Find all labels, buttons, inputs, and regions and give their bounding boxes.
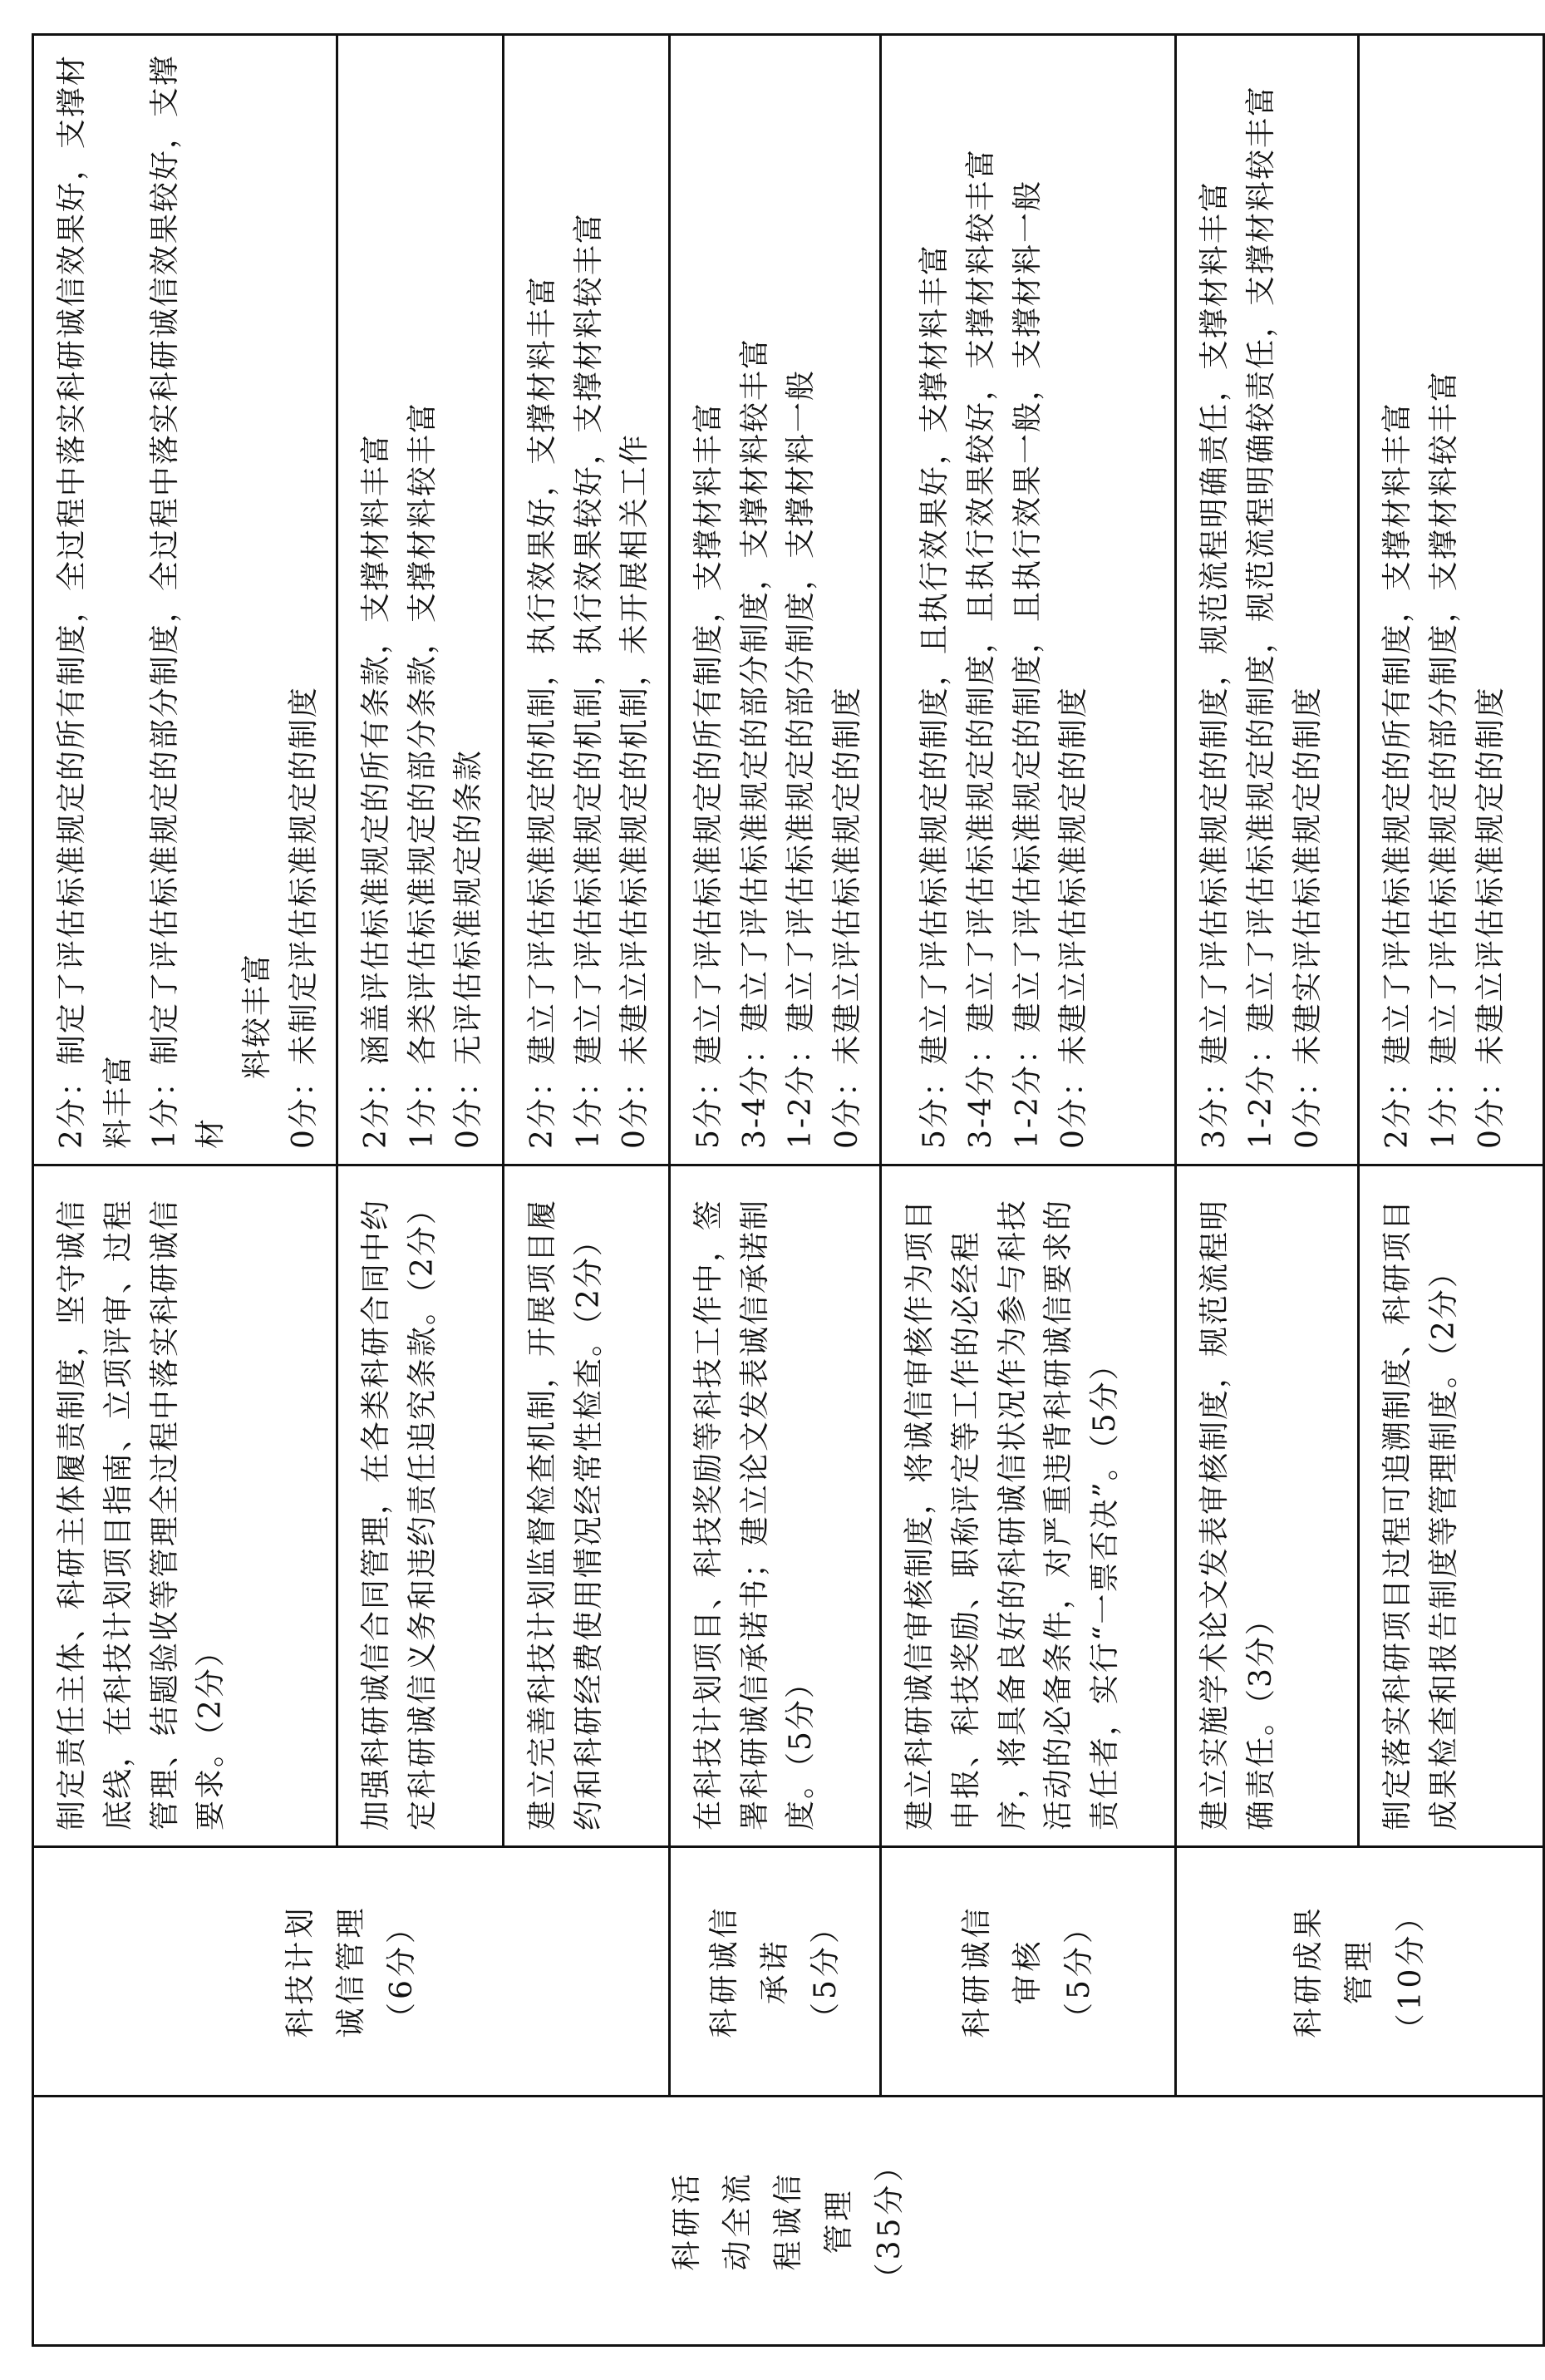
criteria-line: 1分：制定了评估标准规定的部分制度，全过程中落实科研诚信效果较好，支撑材 bbox=[147, 54, 229, 1149]
requirement-text: 加强科研诚信合同管理，在各类科研合同中约定科研诚信义务和违约责任追究条款。（2分） bbox=[358, 1193, 440, 1831]
requirement-cell bbox=[669, 1165, 880, 1847]
criteria-line: 2分：建立了评估标准规定的所有制度，支撑材料丰富 bbox=[1380, 402, 1415, 1149]
criteria-line: 1-2分：建立了评估标准规定的部分制度，支撑材料一般 bbox=[784, 369, 819, 1149]
criteria-line: 0分：未建立评估标准规定的制度 bbox=[1056, 686, 1091, 1149]
subcategory-cell bbox=[1175, 1847, 1543, 2097]
criteria-line: 1分：各类评估标准规定的部分条款，支撑材料较丰富 bbox=[405, 402, 440, 1149]
criteria-cell bbox=[669, 35, 880, 1165]
requirement-text: 在科技计划项目、科技奖励等科技工作中，签署科研诚信承诺书；建立论文发表诚信承诺制度。（5分） bbox=[691, 1198, 819, 1831]
criteria-line: 1-2分：建立了评估标准规定的制度，且执行效果一般，支撑材料一般 bbox=[1010, 180, 1045, 1149]
requirement-cell bbox=[503, 1165, 669, 1847]
criteria-line: 3分：建立了评估标准规定的制度，规范流程明确责任，支撑材料丰富 bbox=[1197, 180, 1232, 1149]
criteria-cell bbox=[503, 35, 669, 1165]
requirement-cell bbox=[1175, 1165, 1358, 1847]
criteria-cell bbox=[33, 35, 337, 1165]
subcategory-label: 科研诚信 审核 （5分） bbox=[960, 1904, 1096, 2038]
criteria-list bbox=[897, 47, 1097, 1149]
criteria-list bbox=[1192, 47, 1331, 1149]
criteria-line: 1分：建立了评估标准规定的机制，执行效果较好，支撑材料较丰富 bbox=[571, 212, 606, 1149]
criteria-list bbox=[353, 47, 492, 1149]
category-cell bbox=[33, 2097, 1544, 2346]
subcategory-label: 科研成果 管理 （10分） bbox=[1292, 1899, 1428, 2044]
criteria-line: 1-2分：建立了评估标准规定的制度，规范流程明确较责任，支撑材料较丰富 bbox=[1243, 85, 1278, 1149]
requirement-cell bbox=[337, 1165, 503, 1847]
requirement-cell bbox=[33, 1165, 337, 1847]
criteria-line: 0分：未建立评估标准规定的制度 bbox=[1473, 686, 1508, 1149]
subcategory-cell bbox=[33, 1847, 670, 2097]
criteria-cell bbox=[337, 35, 503, 1165]
criteria-line: 3-4分：建立了评估标准规定的部分制度，支撑材料较丰富 bbox=[737, 338, 772, 1149]
criteria-line: 0分：未建实评估标准规定的制度 bbox=[1290, 686, 1325, 1149]
criteria-line: 5分：建立了评估标准规定的所有制度，支撑材料丰富 bbox=[691, 402, 726, 1149]
requirement-text: 制定落实科研项目过程可追溯制度、科研项目成果检查和报告制度等管理制度。（2分） bbox=[1380, 1198, 1461, 1831]
evaluation-table bbox=[32, 33, 1545, 2347]
criteria-list bbox=[686, 47, 871, 1149]
criteria-list bbox=[519, 47, 658, 1149]
subcategory-label: 科研诚信 承诺 （5分） bbox=[706, 1904, 843, 2038]
criteria-line: 2分：涵盖评估标准规定的所有条款，支撑材料丰富 bbox=[358, 433, 393, 1149]
table-row bbox=[33, 35, 337, 2346]
criteria-list bbox=[1375, 47, 1513, 1149]
requirement-text: 建立完善科技计划监督检查机制，开展项目履约和科研经费使用情况经常性检查。（2分） bbox=[524, 1198, 606, 1831]
table-row bbox=[880, 35, 1175, 2346]
criteria-cell bbox=[1358, 35, 1543, 1165]
criteria-cell bbox=[1175, 35, 1358, 1165]
criteria-line: 0分：未制定评估标准规定的制度 bbox=[286, 686, 321, 1149]
criteria-line: 0分：无评估标准规定的条款 bbox=[451, 749, 486, 1149]
criteria-line: 2分：制定了评估标准规定的所有制度，全过程中落实科研诚信效果好，支撑材料丰富 bbox=[55, 54, 135, 1149]
subcategory-cell bbox=[880, 1847, 1175, 2097]
requirement-text: 建立科研诚信审核制度，将诚信审核作为项目申报、科技奖励、职称评定等工作的必经程序，将具备良好的科研诚信状况作为参与科技活动的必备条件，对严重违背科研诚信要求的责任者，实行“一票否决”。（5分） bbox=[902, 1198, 1123, 1831]
table-row bbox=[1175, 35, 1358, 2346]
category-label: 科研活 动全流 程诚信 管理 （35分） bbox=[669, 2148, 908, 2294]
requirement-text: 制定责任主体、科研主体履责制度，坚守诚信底线，在科技计划项目指南、立项评审、过程管理、结题验收等管理全过程中落实科研诚信要求。（2分） bbox=[55, 1198, 229, 1831]
criteria-line: 5分：建立了评估标准规定的制度，且执行效果好，支撑材料丰富 bbox=[917, 244, 952, 1149]
requirement-cell bbox=[1358, 1165, 1543, 1847]
requirement-text: 建立实施学术论文发表审核制度，规范流程明确责任。（3分） bbox=[1197, 1198, 1278, 1831]
table-row bbox=[669, 35, 880, 2346]
criteria-line: 0分：未建立评估标准规定的机制，未开展相关工作 bbox=[618, 433, 652, 1149]
criteria-line: 2分：建立了评估标准规定的机制，执行效果好，支撑材料丰富 bbox=[524, 275, 559, 1149]
requirement-cell bbox=[880, 1165, 1175, 1847]
criteria-line: 3-4分：建立了评估标准规定的制度，且执行效果较好，支撑材料较丰富 bbox=[963, 148, 998, 1149]
subcategory-cell bbox=[669, 1847, 880, 2097]
criteria-line: 1分：建立了评估标准规定的部分制度，支撑材料较丰富 bbox=[1426, 370, 1461, 1149]
criteria-cell bbox=[880, 35, 1175, 1165]
subcategory-label: 科技计划 诚信管理 （6分） bbox=[283, 1904, 419, 2038]
criteria-line: 0分：未建立评估标准规定的制度 bbox=[830, 686, 865, 1149]
criteria-gap bbox=[897, 47, 912, 1149]
criteria-line: 料较丰富 bbox=[240, 952, 275, 1079]
criteria-list bbox=[49, 47, 327, 1149]
